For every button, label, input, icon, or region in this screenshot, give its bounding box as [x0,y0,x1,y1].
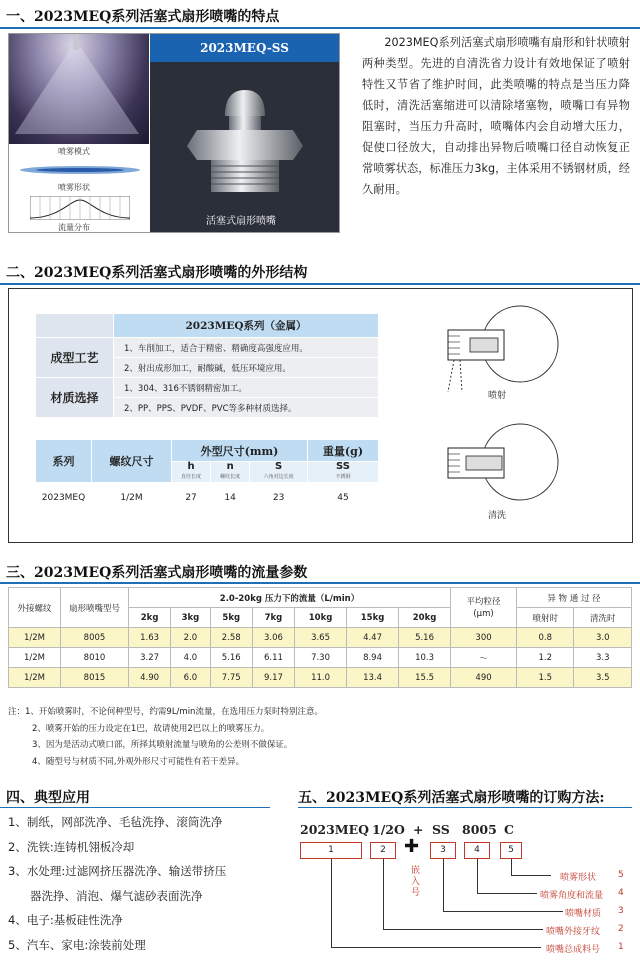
list-item: 4、电子:基板硅性洗净 [8,913,123,927]
note-1: 注：1、开始喷雾时，不论何种型号，约需9L/min流量，在选用压力泵时特别注意。 [8,707,323,717]
pressure-10kg: 10kg [295,608,347,628]
product-caption: 活塞式扇形喷嘴 [206,216,276,227]
code-part-1: 2023MEQ [300,822,370,837]
row1-flow-2: 1.63 [129,628,171,648]
sub-ss: SS 不锈钢 [307,462,378,483]
list-item: 2、洗铁:连铸机翎板冷却 [8,839,135,854]
flow-col-passage: 异 物 通 过 径 [517,588,632,608]
row3-model: 8015 [61,668,129,688]
sub-n: n 螺纹长度 [211,462,250,483]
row1-flow-10: 3.65 [295,628,347,648]
pressure-7kg: 7kg [252,608,294,628]
flow-col-model: 扇形喷嘴型号 [61,588,129,628]
process-item-2: 2、射出成形加工，耐酸碱，低压环境应用。 [114,358,379,378]
row2-flow-10: 7.30 [295,648,347,668]
legend-label-1: 喷嘴总成料号 [546,945,601,955]
code-part-5: C [504,822,514,837]
plus-sign-icon: ✚ [404,836,420,857]
material-table [35,313,379,418]
row3-flow-2: 4.90 [129,668,171,688]
code-box-2: 2 [370,842,396,859]
spray-shape-graphic [14,160,146,180]
row2-flow-7: 6.11 [252,648,294,668]
row3-thread: 1/2M [9,668,61,688]
legend-num-4: 4 [618,888,624,898]
flow-col-flow: 2.0-20kg 压力下的流量（L/min） [129,588,451,608]
legend-num-5: 5 [618,870,624,880]
flow-table [8,587,632,688]
row2-flow-5: 5.16 [210,648,252,668]
flow-col-particle: 平均粒径 (μm) [451,588,517,628]
col-dims: 外型尺寸(mm) [172,440,308,462]
material-label: 材质选择 [36,378,114,418]
section4-title: 四、典型应用 [6,790,90,806]
pressure-3kg: 3kg [171,608,210,628]
note-4: 4、随型号与材质不同,外观外形尺寸可能性有若干差异。 [32,756,245,767]
row3-flow-20: 15.5 [399,668,451,688]
note-2: 2、喷雾开始的压力设定在1巴，故请使用2巴以上的喷雾压力。 [32,723,270,734]
row2-thread: 1/2M [9,648,61,668]
table-row [9,648,632,668]
leader-1 [331,859,541,948]
pressure-15kg: 15kg [347,608,399,628]
col-thread: 螺纹尺寸 [92,440,172,483]
table-row [9,668,632,688]
product-panel-title: 2023MEQ-SS [150,34,339,62]
cell-n: 14 [211,483,250,513]
row3-particle: 490 [451,668,517,688]
code-part-2: 1/2O [372,822,405,837]
code-box-5: 5 [500,842,522,859]
row1-thread: 1/2M [9,628,61,648]
col-series: 系列 [36,440,92,483]
dimensions-table [35,439,379,513]
legend-label-3: 喷嘴材质 [565,909,602,919]
flow-distribution-graphic [30,196,130,220]
row2-flow-2: 3.27 [129,648,171,668]
row2-flow-20: 10.3 [399,648,451,668]
pressure-5kg: 5kg [210,608,252,628]
section5-rule [298,807,632,808]
pressure-20kg: 20kg [399,608,451,628]
cell-series: 2023MEQ [36,483,92,513]
section2-rule [0,283,640,285]
row1-flow-20: 5.16 [399,628,451,648]
caption-spray-shape: 喷雾形状 [58,183,90,192]
section2-title: 二、2023MEQ系列活塞式扇形喷嘴的外形结构 [6,265,308,281]
clean-diagram-label: 清洗 [488,511,507,521]
applications-list [8,810,278,957]
row1-model: 8005 [61,628,129,648]
row3-flow-15: 13.4 [347,668,399,688]
caption-spray-mode: 喷雾模式 [58,147,90,156]
section1-rule [0,27,640,29]
legend-num-2: 2 [618,924,624,934]
row2-clean: 3.3 [574,648,632,668]
row1-flow-15: 4.47 [347,628,399,648]
flow-col-clean: 清洗时 [574,608,632,628]
cell-s: 23 [250,483,308,513]
row2-flow-15: 8.94 [347,648,399,668]
list-item: 器洗挣、消泡、爆气滤砂表面洗净 [30,888,203,903]
cell-thread: 1/2M [92,483,172,513]
legend-label-5: 喷雾形状 [560,873,597,883]
process-label: 成型工艺 [36,338,114,378]
legend-num-1: 1 [618,942,624,952]
cell-ss: 45 [307,483,378,513]
row1-clean: 3.0 [574,628,632,648]
row3-flow-7: 9.17 [252,668,294,688]
list-item: 5、汽车、家电:涂装前处理 [8,937,146,952]
row3-flow-3: 6.0 [171,668,210,688]
code-box-1: 1 [300,842,362,859]
legend-num-3: 3 [618,906,624,916]
note-3: 3、因为是活动式喷口部，所择其喷射流量与喷角的公差则不做保证。 [32,740,293,750]
material-table-header: 2023MEQ系列（金属） [114,314,379,338]
cell-h: 27 [172,483,211,513]
material-item-1: 1、304、316不锈钢精密加工。 [114,378,379,398]
clean-diagram [440,418,560,514]
row2-flow-3: 4.0 [171,648,210,668]
row3-clean: 3.5 [574,668,632,688]
nozzle-product-image [175,76,315,196]
section5-title: 五、2023MEQ系列活塞式扇形喷嘴的订购方法: [298,790,605,806]
spray-diagram [440,300,560,400]
legend-label-2: 喷嘴外接牙纹 [546,927,601,937]
row3-jet: 1.5 [517,668,574,688]
flow-col-thread: 外接螺纹 [9,588,61,628]
section1-description: 2023MEQ系列活塞式扇形喷嘴有扇形和针状喷射两种类型。先进的自清洗省力设计有效地保证了喷射特性又节省了维护时间，此类喷嘴的特点是当压力降低时，清洗活塞缩进可以清除堵塞物，喷嘴口有异物阻塞时，当压力升高时，喷嘴体内会自动增大压力，促使口径放大，自动排出异物后喷嘴口径自动恢复正常喷雾状态，标准压力3kg，主体采用不锈钢材质，经久耐用。 [362,36,630,196]
material-item-2: 2、PP、PPS、PVDF、PVC等多种材质选择。 [114,398,379,418]
row3-flow-10: 11.0 [295,668,347,688]
row1-flow-3: 2.0 [171,628,210,648]
row2-jet: 1.2 [517,648,574,668]
row1-particle: 300 [451,628,517,648]
caption-flow-distribution: 流量分布 [58,223,90,232]
code-box-3: 3 [430,842,456,859]
spray-diagram-label: 喷射 [488,391,507,401]
row2-model: 8010 [61,648,129,668]
section1-title: 一、2023MEQ系列活塞式扇形喷嘴的特点 [6,9,280,25]
row1-flow-5: 2.58 [210,628,252,648]
col-weight: 重量(g) [307,440,378,462]
code-box-4: 4 [464,842,490,859]
spray-mode-photo [9,34,149,144]
list-item: 1、制纸，网部洗净、毛毡洗挣、滚筒洗净 [8,815,223,829]
pressure-2kg: 2kg [129,608,171,628]
code-part-3: SS [432,822,450,837]
process-item-1: 1、车削加工，适合于精密、精确度高强度应用。 [114,338,379,358]
sub-s: S 六角对边长度 [250,462,308,483]
row2-particle: 〜 [451,648,517,668]
section4-rule [0,807,270,808]
code-plus: + [413,822,424,837]
section3-title: 三、2023MEQ系列活塞式扇形喷嘴的流量参数 [6,565,308,581]
list-item: 3、水处理:过滤网挤压器洗净、输送带挤压 [8,864,227,878]
code-part-4: 8005 [462,822,497,837]
insert-number-label: 嵌入号 [411,866,421,898]
row1-flow-7: 3.06 [252,628,294,648]
row3-flow-5: 7.75 [210,668,252,688]
section3-rule [0,582,640,584]
spray-fan-graphic [9,34,149,144]
sub-h: h 直径长度 [172,462,211,483]
legend-label-4: 喷雾角度和流量 [540,891,604,901]
flow-col-jet: 喷射时 [517,608,574,628]
row1-jet: 0.8 [517,628,574,648]
flow-notes [8,704,628,770]
table-row [9,628,632,648]
